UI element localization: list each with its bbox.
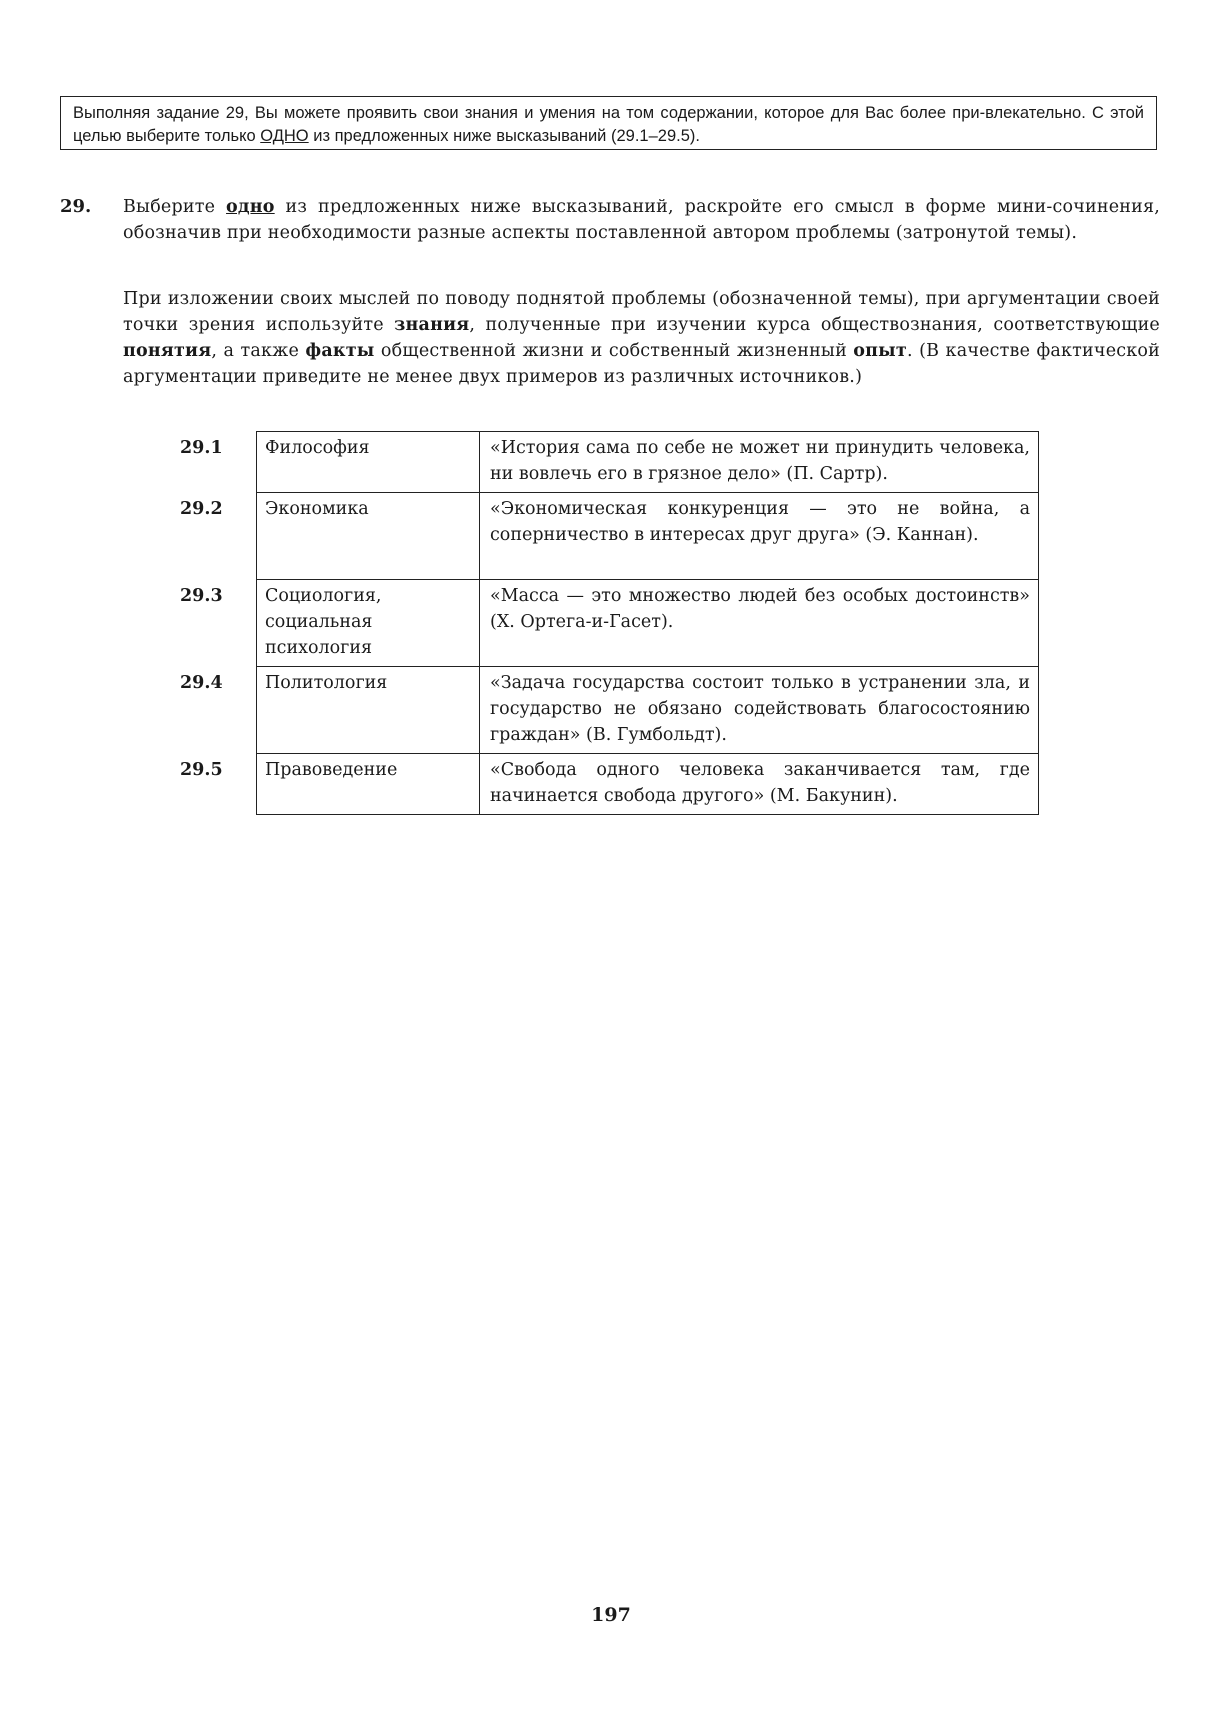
table-row <box>180 432 1039 493</box>
table-row <box>180 754 1039 815</box>
task-p2-text-a: При изложении своих мыслей по поводу поднятой проблемы (обозначенной темы), при аргументации своей точки зрения используйте <box>123 289 1160 335</box>
option-quote: «Экономическая конкуренция — это не война, а соперничество в интересах друг друга» (Э. Каннан). <box>480 493 1039 580</box>
task-p1-text-a: Выберите <box>123 197 227 217</box>
task-p2-text-d: , а также <box>211 341 306 361</box>
option-quote: «Задача государства состоит только в устранении зла, и государство не обязано содействовать благосостоянию граждан» (В. Гумбольдт). <box>480 667 1039 754</box>
table-row <box>180 580 1039 667</box>
option-field: Правоведение <box>257 754 480 815</box>
option-number: 29.3 <box>180 585 223 606</box>
options-table <box>180 431 1039 815</box>
table-row <box>180 493 1039 580</box>
instruction-box <box>60 96 1157 150</box>
option-number: 29.5 <box>180 759 223 780</box>
task-p2-bold-experience: опыт <box>853 341 907 361</box>
task-p2-bold-concepts: понятия <box>123 341 212 361</box>
option-quote: «Масса — это множество людей без особых достоинств» (X. Ортега-и-Гасет). <box>480 580 1039 667</box>
instruction-emphasis: ОДНО <box>260 127 309 145</box>
task-p2-bold-knowledge: знания <box>394 315 470 335</box>
instruction-text-1: Выполняя задание 29, Вы можете проявить свои знания и умения на том содержании, которое для Вас более при-влекательно. С этой целью выберите только <box>73 104 1144 145</box>
task-paragraph-1 <box>123 194 1160 246</box>
option-quote: «Свобода одного человека заканчивается там, где начинается свобода другого» (М. Бакунин). <box>480 754 1039 815</box>
option-field: Социология, социальная психология <box>257 580 480 667</box>
task-number: 29. <box>60 196 92 217</box>
task-p2-text-e: общественной жизни и собственный жизненный <box>374 341 854 361</box>
task-paragraph-2 <box>123 286 1160 390</box>
table-row <box>180 667 1039 754</box>
option-number: 29.4 <box>180 672 223 693</box>
option-number: 29.1 <box>180 437 223 458</box>
page-number: 197 <box>591 1604 631 1626</box>
task-p2-text-c: , полученные при изучении курса обществознания, соответствующие <box>469 315 1160 335</box>
task-p1-emphasis: одно <box>226 197 275 217</box>
task-p2-bold-facts: факты <box>305 341 375 361</box>
option-field: Философия <box>257 432 480 493</box>
option-field: Экономика <box>257 493 480 580</box>
task-p2-text-f: . (В качестве фактической аргументации приведите не менее двух примеров из различных источников.) <box>123 341 1160 387</box>
option-field: Политология <box>257 667 480 754</box>
instruction-text-2: из предложенных ниже высказываний (29.1–29.5). <box>308 127 700 145</box>
task-p1-text-b: из предложенных ниже высказываний, раскройте его смысл в форме мини-сочинения, обозначив при необходимости разные аспекты поставленной автором проблемы (затронутой темы). <box>123 197 1160 243</box>
option-quote: «История сама по себе не может ни принудить человека, ни вовлечь его в грязное дело» (П. Сартр). <box>480 432 1039 493</box>
option-number: 29.2 <box>180 498 223 519</box>
